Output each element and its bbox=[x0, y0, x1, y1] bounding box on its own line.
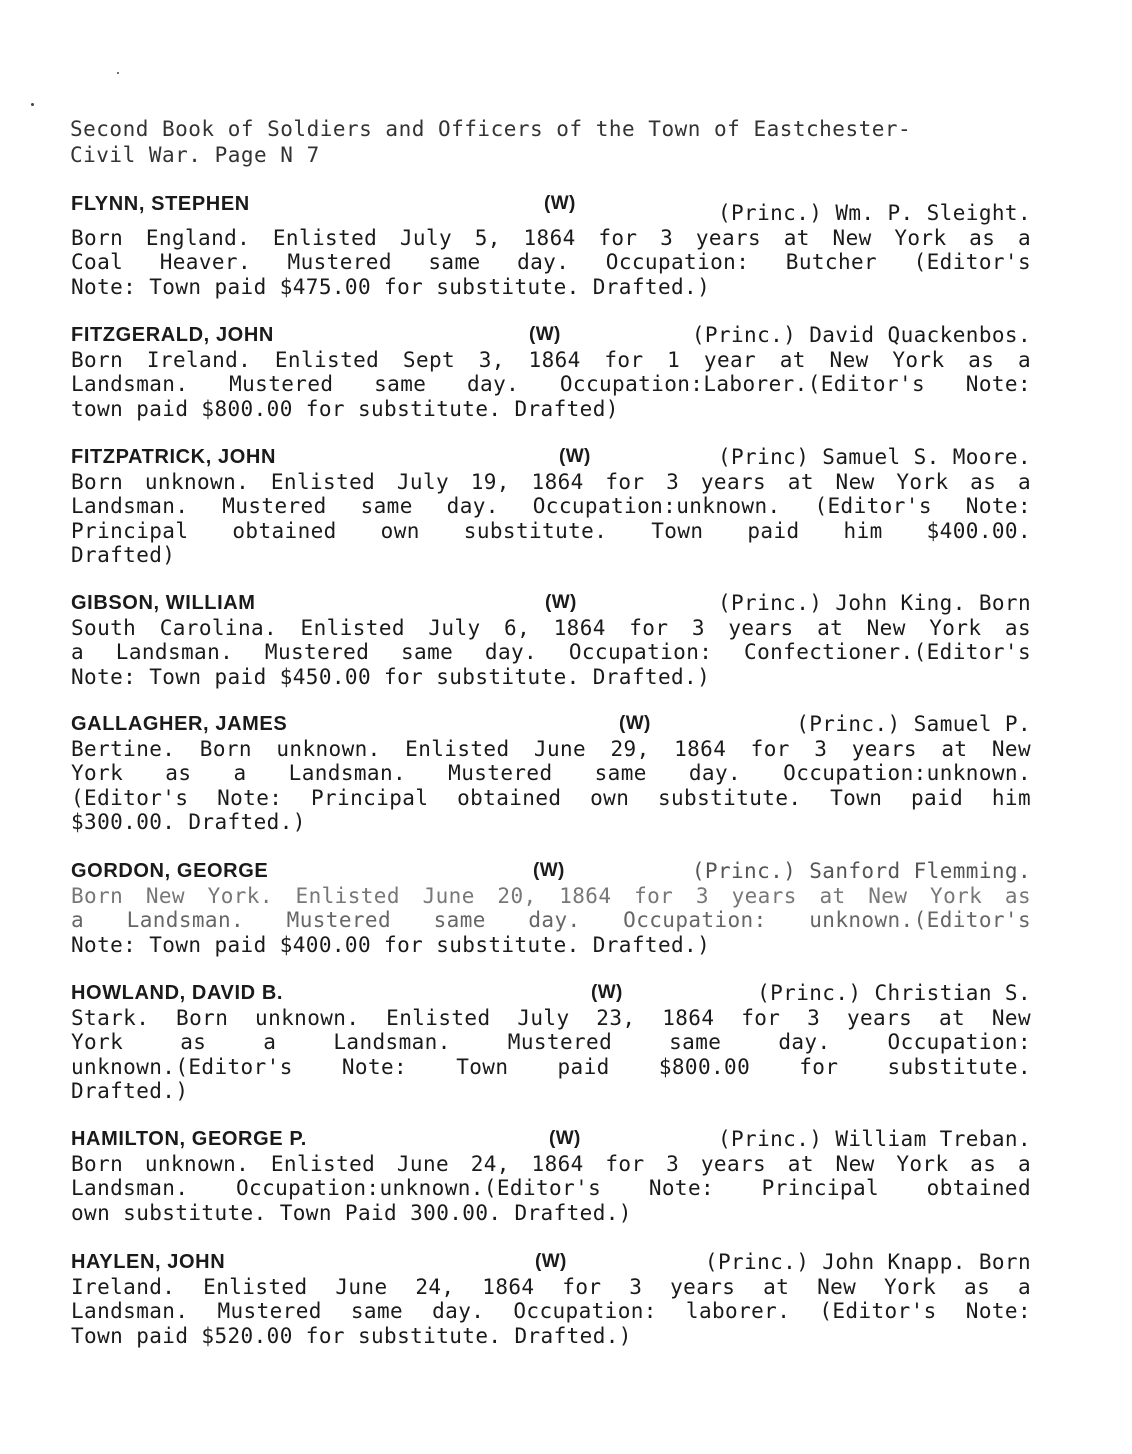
principal: (Princ.) John King. Born bbox=[717, 591, 1031, 615]
principal: (Princ.) Sanford Flemming. bbox=[691, 859, 1031, 883]
entry-line: Ireland. Enlisted June 24, 1864 for 3 years at New York as a bbox=[71, 1274, 1031, 1299]
entry-line: Note: Town paid $450.00 for substitute. Drafted.) bbox=[71, 664, 711, 689]
soldier-entry bbox=[71, 859, 1031, 957]
entry-line: unknown.(Editor's Note: Town paid $800.00 for substitute. bbox=[71, 1054, 1031, 1079]
race-code: (W) bbox=[559, 446, 591, 467]
header-line: Second Book of Soldiers and Officers of the Town of Eastchester- bbox=[70, 117, 912, 141]
entry-heading bbox=[71, 445, 1031, 470]
soldier-entry bbox=[71, 981, 1031, 1104]
entry-line: Stark. Born unknown. Enlisted July 23, 1864 for 3 years at New bbox=[71, 1005, 1031, 1030]
entry-line: $300.00. Drafted.) bbox=[71, 810, 306, 834]
soldier-name: GORDON, GEORGE bbox=[71, 860, 269, 882]
entry-line: a Landsman. Mustered same day. Occupation: unknown.(Editor's bbox=[71, 908, 1031, 932]
entry-heading bbox=[71, 1250, 1031, 1275]
soldier-name: HOWLAND, DAVID B. bbox=[71, 982, 284, 1004]
entry-heading bbox=[71, 1127, 1031, 1152]
entry-line: South Carolina. Enlisted July 6, 1864 for 3 years at New York as bbox=[71, 615, 1031, 640]
race-code: (W) bbox=[619, 713, 651, 734]
entry-heading bbox=[71, 591, 1031, 616]
entry-heading bbox=[71, 192, 1031, 225]
soldier-name: HAYLEN, JOHN bbox=[71, 1251, 226, 1273]
entry-line: Landsman. Mustered same day. Occupation: laborer. (Editor's Note: bbox=[71, 1299, 1031, 1323]
entry-line: Landsman. Mustered same day. Occupation:Laborer.(Editor's Note: bbox=[71, 372, 1031, 396]
header-line: Civil War. Page N 7 bbox=[70, 143, 320, 167]
soldier-name: FLYNN, STEPHEN bbox=[71, 193, 250, 215]
entry-line: York as a Landsman. Mustered same day. Occupation: bbox=[71, 1030, 1031, 1054]
entry-line: Born New York. Enlisted June 20, 1864 for 3 years at New York as bbox=[71, 883, 1031, 908]
race-code: (W) bbox=[533, 860, 565, 881]
entry-heading bbox=[71, 859, 1031, 884]
entry-line: Drafted.) bbox=[71, 1079, 189, 1103]
scan-speck bbox=[117, 72, 119, 74]
entry-line: Landsman. Occupation:unknown.(Editor's Note: Principal obtained bbox=[71, 1176, 1031, 1200]
soldier-name: GIBSON, WILLIAM bbox=[71, 592, 256, 614]
entry-line: Born unknown. Enlisted June 24, 1864 for 3 years at New York as a bbox=[71, 1151, 1031, 1176]
entry-line: York as a Landsman. Mustered same day. Occupation:unknown. bbox=[71, 761, 1031, 785]
entry-line: Principal obtained own substitute. Town paid him $400.00. bbox=[71, 518, 1031, 543]
entry-line: Born Ireland. Enlisted Sept 3, 1864 for 1 year at New York as a bbox=[71, 347, 1031, 372]
soldier-entry bbox=[71, 1250, 1031, 1348]
soldier-name: GALLAGHER, JAMES bbox=[71, 713, 288, 735]
entry-line: Born England. Enlisted July 5, 1864 for 3 years at New York as a bbox=[71, 225, 1031, 250]
principal: (Princ.) Samuel P. bbox=[796, 712, 1031, 736]
entry-line: Landsman. Mustered same day. Occupation:unknown. (Editor's Note: bbox=[71, 494, 1031, 518]
race-code: (W) bbox=[549, 1128, 581, 1149]
soldier-entry bbox=[71, 192, 1031, 299]
principal: (Princ.) William Treban. bbox=[717, 1127, 1031, 1151]
document-header bbox=[70, 116, 1040, 168]
race-code: (W) bbox=[535, 1251, 567, 1272]
soldier-name: FITZGERALD, JOHN bbox=[71, 324, 274, 346]
soldier-entry bbox=[71, 445, 1031, 568]
soldier-entry bbox=[71, 323, 1031, 421]
entry-line: (Editor's Note: Principal obtained own substitute. Town paid him bbox=[71, 785, 1031, 810]
race-code: (W) bbox=[529, 324, 561, 345]
soldier-entry bbox=[71, 1127, 1031, 1225]
soldier-name: HAMILTON, GEORGE P. bbox=[71, 1128, 307, 1150]
principal: (Princ.) David Quackenbos. bbox=[691, 323, 1031, 347]
soldier-entry bbox=[71, 591, 1031, 689]
entry-heading bbox=[71, 323, 1031, 348]
soldier-name: FITZPATRICK, JOHN bbox=[71, 446, 277, 468]
entry-line: a Landsman. Mustered same day. Occupation: Confectioner.(Editor's bbox=[71, 640, 1031, 664]
principal: (Princ.) Christian S. bbox=[757, 981, 1031, 1005]
entry-line: Drafted) bbox=[71, 543, 176, 567]
scan-speck bbox=[31, 103, 34, 106]
principal: (Princ.) Wm. P. Sleight. bbox=[717, 201, 1031, 225]
entry-heading bbox=[71, 712, 1031, 737]
race-code: (W) bbox=[591, 982, 623, 1003]
entry-line: Note: Town paid $475.00 for substitute. Drafted.) bbox=[71, 274, 711, 299]
principal: (Princ.) John Knapp. Born bbox=[704, 1250, 1031, 1274]
entry-line: Town paid $520.00 for substitute. Drafted.) bbox=[71, 1323, 632, 1348]
entry-line: town paid $800.00 for substitute. Drafted) bbox=[71, 396, 619, 421]
entry-line: Coal Heaver. Mustered same day. Occupation: Butcher (Editor's bbox=[71, 250, 1031, 274]
soldier-entry bbox=[71, 712, 1031, 835]
entry-line: Bertine. Born unknown. Enlisted June 29, 1864 for 3 years at New bbox=[71, 736, 1031, 761]
race-code: (W) bbox=[544, 193, 576, 214]
race-code: (W) bbox=[545, 592, 577, 613]
entry-line: Note: Town paid $400.00 for substitute. Drafted.) bbox=[71, 932, 711, 957]
entry-heading bbox=[71, 981, 1031, 1006]
entry-line: own substitute. Town Paid 300.00. Drafted.) bbox=[71, 1200, 632, 1225]
principal: (Princ) Samuel S. Moore. bbox=[717, 445, 1031, 469]
entry-line: Born unknown. Enlisted July 19, 1864 for 3 years at New York as a bbox=[71, 469, 1031, 494]
